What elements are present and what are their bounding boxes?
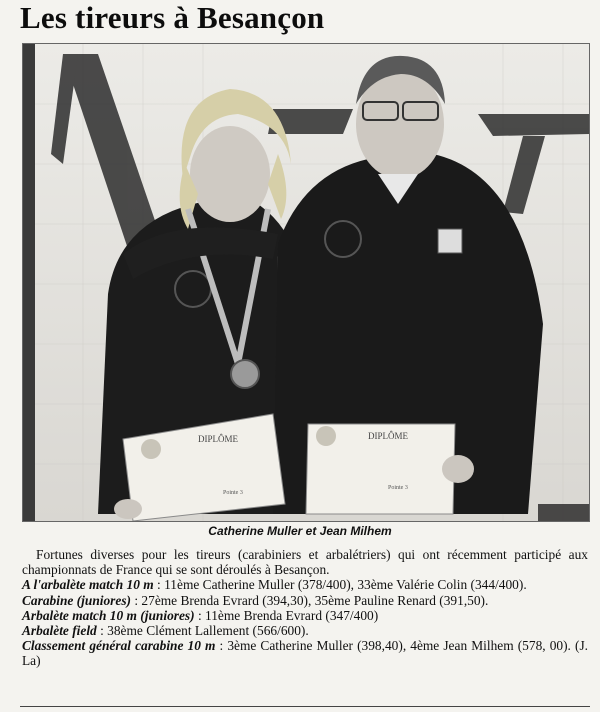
diploma-right-title: DIPLÔME <box>368 431 408 441</box>
article-intro: Fortunes diverses pour les tireurs (carabiniers et arbalétriers) qui ont récemment participé aux championnats de France qui se sont déroulés à Besançon. <box>22 547 588 578</box>
diploma-left-note: Pointe 3 <box>223 490 243 496</box>
result-text: : 27ème Brenda Evrard (394,30), 35ème Pauline Renard (391,50). <box>131 592 489 608</box>
result-text: : 11ème Catherine Muller (378/400), 33ème Valérie Colin (344/400). <box>153 577 527 593</box>
result-label: Arbalète match 10 m (juniores) <box>22 607 195 623</box>
headline: Les tireurs à Besançon <box>20 0 325 35</box>
result-text: : 38ème Clément Lallement (566/600). <box>96 623 309 639</box>
result-label: Arbalète field <box>22 623 97 639</box>
result-label: A l'arbalète match 10 m <box>22 577 154 593</box>
photo-caption: Catherine Muller et Jean Milhem <box>208 524 392 538</box>
diploma-left-title: DIPLÔME <box>198 434 238 444</box>
diploma-right-note: Pointe 3 <box>388 485 408 491</box>
article-body <box>22 547 588 669</box>
news-photo <box>22 43 590 522</box>
result-line <box>22 638 588 668</box>
diploma-right <box>306 424 455 514</box>
result-line <box>22 577 588 592</box>
result-line <box>22 623 588 638</box>
result-text: : 11ème Brenda Evrard (347/400) <box>194 607 379 623</box>
result-label: Carabine (juniores) <box>22 592 132 608</box>
result-text: : 3ème Catherine Muller (398,40), 4ème Jean Milhem (578, 00). (J. La) <box>22 638 588 669</box>
result-line <box>22 593 588 608</box>
result-line <box>22 608 588 623</box>
result-label: Classement général carabine 10 m <box>22 638 216 654</box>
bottom-rule <box>20 706 590 707</box>
